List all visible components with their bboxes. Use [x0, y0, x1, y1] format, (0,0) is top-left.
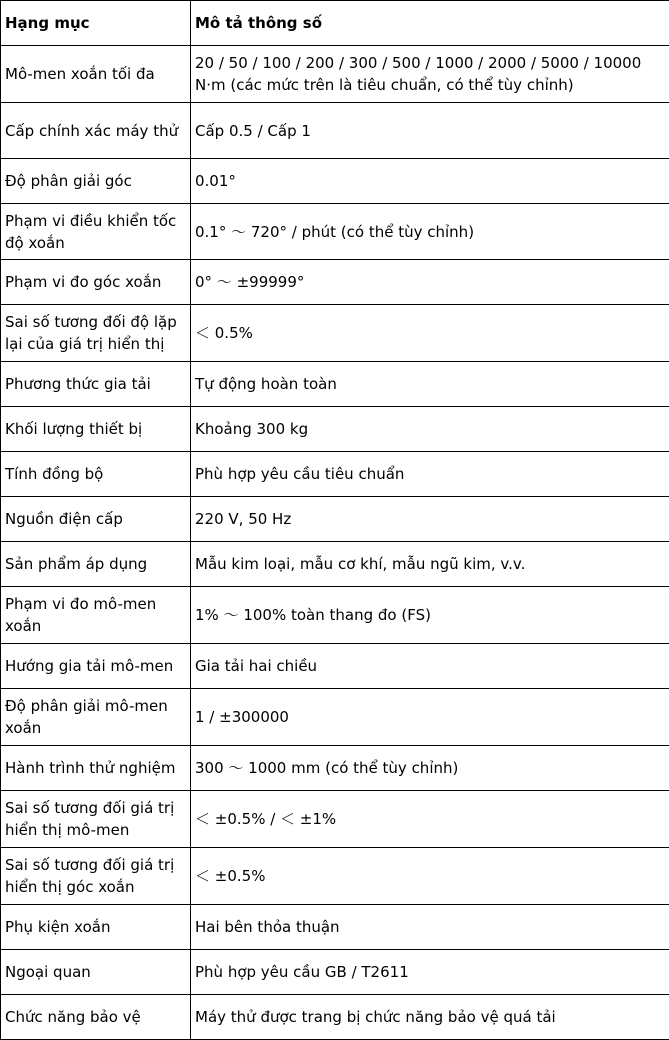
row-value: Mẫu kim loại, mẫu cơ khí, mẫu ngũ kim, v.v. [191, 542, 669, 587]
row-value: 300 ～ 1000 mm (có thể tùy chỉnh) [191, 746, 669, 791]
row-value: 0° ～ ±99999° [191, 260, 669, 305]
table-row [1, 497, 669, 542]
row-value: Cấp 0.5 / Cấp 1 [191, 103, 669, 159]
table-row [1, 848, 669, 905]
row-value: Hai bên thỏa thuận [191, 905, 669, 950]
row-label: Hành trình thử nghiệm [1, 746, 191, 791]
row-value: 0.01° [191, 159, 669, 204]
row-label: Phương thức gia tải [1, 362, 191, 407]
row-label: Phạm vi đo mô-men xoắn [1, 587, 191, 644]
table-row [1, 791, 669, 848]
table-row [1, 260, 669, 305]
table-row [1, 587, 669, 644]
row-label: Chức năng bảo vệ [1, 995, 191, 1040]
row-label: Khối lượng thiết bị [1, 407, 191, 452]
row-value: ＜ ±0.5% / ＜ ±1% [191, 791, 669, 848]
row-value: 20 / 50 / 100 / 200 / 300 / 500 / 1000 / 2000 / 5000 / 10000 N·m (các mức trên là tiêu chuẩn, có thể tùy chỉnh) [191, 46, 669, 103]
row-label: Phạm vi đo góc xoắn [1, 260, 191, 305]
table-row [1, 204, 669, 260]
table-row [1, 305, 669, 362]
table-row [1, 452, 669, 497]
table-row [1, 362, 669, 407]
row-value: Gia tải hai chiều [191, 644, 669, 689]
row-value: 1 / ±300000 [191, 689, 669, 746]
row-value: Phù hợp yêu cầu GB / T2611 [191, 950, 669, 995]
row-label: Nguồn điện cấp [1, 497, 191, 542]
table-row [1, 689, 669, 746]
row-label: Phạm vi điều khiển tốc độ xoắn [1, 204, 191, 260]
row-label: Độ phân giải góc [1, 159, 191, 204]
row-label: Cấp chính xác máy thử [1, 103, 191, 159]
row-label: Hướng gia tải mô-men [1, 644, 191, 689]
table-row [1, 905, 669, 950]
row-label: Sai số tương đối độ lặp lại của giá trị hiển thị [1, 305, 191, 362]
table-row [1, 407, 669, 452]
row-label: Sai số tương đối giá trị hiển thị mô-men [1, 791, 191, 848]
table-row [1, 950, 669, 995]
row-label: Sản phẩm áp dụng [1, 542, 191, 587]
row-value: 1% ～ 100% toàn thang đo (FS) [191, 587, 669, 644]
table-row [1, 159, 669, 204]
table-header-row [1, 1, 669, 46]
row-value: Tự động hoàn toàn [191, 362, 669, 407]
row-label: Ngoại quan [1, 950, 191, 995]
row-label: Tính đồng bộ [1, 452, 191, 497]
table-row [1, 103, 669, 159]
row-value: ＜ 0.5% [191, 305, 669, 362]
header-item: Hạng mục [1, 1, 191, 46]
row-value: ＜ ±0.5% [191, 848, 669, 905]
table-row [1, 746, 669, 791]
table-row [1, 542, 669, 587]
header-description: Mô tả thông số [191, 1, 669, 46]
row-label: Mô-men xoắn tối đa [1, 46, 191, 103]
row-value: 220 V, 50 Hz [191, 497, 669, 542]
row-label: Phụ kiện xoắn [1, 905, 191, 950]
row-value: Máy thử được trang bị chức năng bảo vệ quá tải [191, 995, 669, 1040]
row-value: Khoảng 300 kg [191, 407, 669, 452]
row-label: Sai số tương đối giá trị hiển thị góc xoắn [1, 848, 191, 905]
row-value: 0.1° ～ 720° / phút (có thể tùy chỉnh) [191, 204, 669, 260]
row-value: Phù hợp yêu cầu tiêu chuẩn [191, 452, 669, 497]
table-row [1, 995, 669, 1040]
row-label: Độ phân giải mô-men xoắn [1, 689, 191, 746]
table-row [1, 644, 669, 689]
table-row [1, 46, 669, 103]
